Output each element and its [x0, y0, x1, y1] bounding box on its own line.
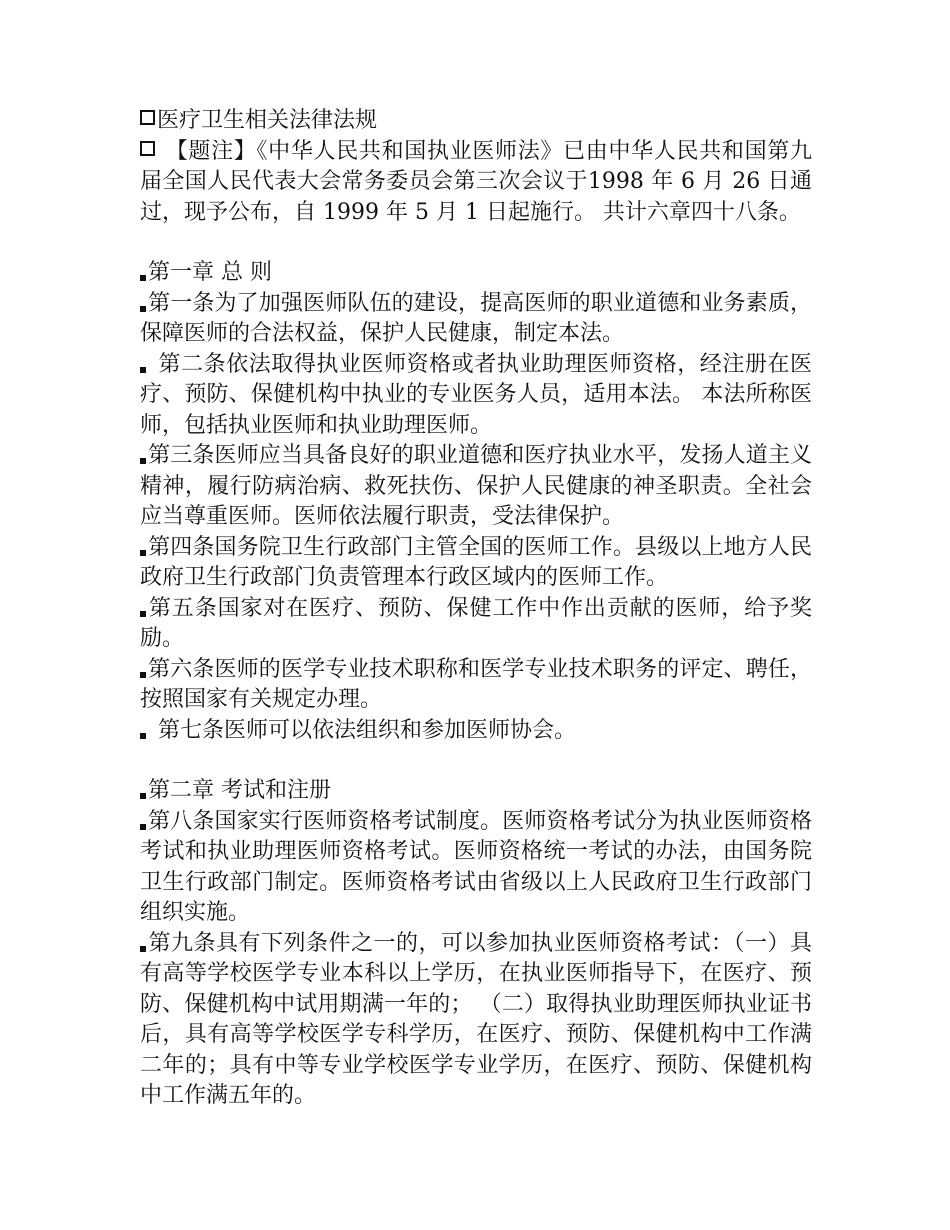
note-text: 【题注】《中华人民共和国执业医师法》已由中华人民共和国第九届全国人民代表大会常务委员会第三次会议于1998 年 6 月 26 日通过，现予公布，自 1999 年 5 月 1 日起施行。 共计六章四十八条。 — [140, 138, 812, 225]
paragraph-gap — [140, 746, 812, 776]
chapter-heading-text: 第二章 考试和注册 — [148, 778, 331, 803]
article-text: 第五条国家对在医疗、预防、保健工作中作出贡献的医师，给予奖励。 — [140, 595, 812, 651]
article-paragraph — [140, 441, 812, 533]
section-heading — [140, 106, 812, 137]
article-text: 第六条医师的医学专业技术职称和医学专业技术职务的评定、聘任，按照国家有关规定办理。 — [140, 656, 812, 712]
checkbox-square-icon — [140, 141, 155, 156]
article-paragraph — [140, 594, 812, 655]
note-paragraph — [140, 137, 812, 229]
paragraph-gap — [140, 228, 812, 258]
bullet-square-icon — [140, 458, 146, 464]
bullet-square-icon — [140, 733, 146, 739]
document-page — [140, 106, 812, 1112]
checkbox-square-icon — [140, 110, 155, 125]
chapter-heading-text: 第一章 总 则 — [148, 260, 272, 285]
bullet-square-icon — [140, 550, 146, 556]
article-text: 第二条依法取得执业医师资格或者执业助理医师资格，经注册在医疗、预防、保健机构中执业的专业医务人员，适用本法。 本法所称医师，包括执业医师和执业助理医师。 — [140, 351, 812, 438]
article-paragraph — [140, 716, 812, 747]
article-text: 第七条医师可以依法组织和参加医师协会。 — [158, 717, 577, 743]
section-heading-text: 医疗卫生相关法律法规 — [157, 108, 378, 133]
bullet-square-icon — [140, 367, 146, 373]
bullet-square-icon — [140, 793, 146, 799]
article-paragraph — [140, 533, 812, 594]
bullet-square-icon — [140, 611, 146, 617]
article-paragraph — [140, 289, 812, 350]
article-text: 第三条医师应当具备良好的职业道德和医疗执业水平，发扬人道主义精神，履行防病治病、救死扶伤、保护人民健康的神圣职责。全社会应当尊重医师。医师依法履行职责，受法律保护。 — [140, 443, 812, 529]
article-paragraph — [140, 929, 812, 1112]
article-text: 第四条国务院卫生行政部门主管全国的医师工作。县级以上地方人民政府卫生行政部门负责管理本行政区域内的医师工作。 — [140, 534, 812, 590]
article-text: 第八条国家实行医师资格考试制度。医师资格考试分为执业医师资格考试和执业助理医师资格考试。医师资格统一考试的办法，由国务院卫生行政部门制定。医师资格考试由省级以上人民政府卫生行政部门组织实施。 — [140, 808, 812, 925]
article-paragraph — [140, 350, 812, 442]
article-text: 第一条为了加强医师队伍的建设，提高医师的职业道德和业务素质，保障医师的合法权益，保护人民健康，制定本法。 — [140, 290, 812, 346]
chapter-heading — [140, 258, 812, 289]
article-text: 第九条具有下列条件之一的，可以参加执业医师资格考试：（一）具有高等学校医学专业本科以上学历，在执业医师指导下，在医疗、预防、保健机构中试用期满一年的； （二）取得执业助理医师执业证书后，具有高等学校医学专科学历，在医疗、预防、保健机构中工作满二年的；具有中等专业学校医学专业学历，在医疗、预防、保健机构中工作满五年的。 — [140, 930, 812, 1108]
article-paragraph — [140, 655, 812, 716]
bullet-square-icon — [140, 824, 146, 830]
chapter-heading — [140, 776, 812, 807]
bullet-square-icon — [140, 946, 146, 952]
bullet-square-icon — [140, 306, 146, 312]
article-paragraph — [140, 807, 812, 929]
bullet-square-icon — [140, 672, 146, 678]
bullet-square-icon — [140, 275, 146, 281]
